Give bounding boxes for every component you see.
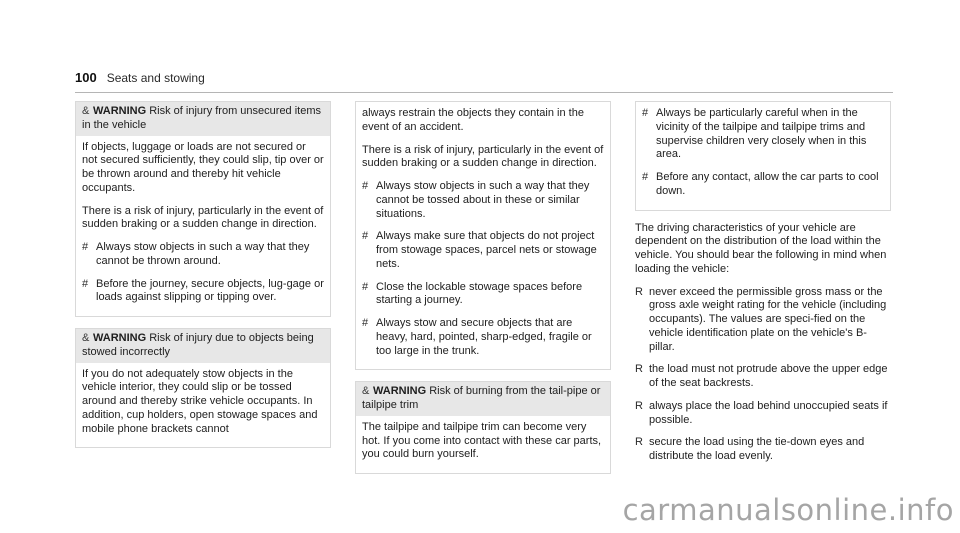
warning-header — [76, 102, 330, 136]
list-item-text: Always make sure that objects do not project from stowage spaces, parcel nets or stowage nets. — [376, 230, 597, 270]
round-bullet-icon: R — [635, 436, 643, 449]
list-item-text: secure the load using the tie-down eyes and distribute the load evenly. — [649, 436, 865, 462]
paragraph: always restrain the objects they contain in the event of an accident. — [362, 107, 584, 133]
warning-body — [76, 136, 330, 317]
warning-box-burning-tailpipe — [355, 381, 611, 474]
paragraph: The tailpipe and tailpipe trim can become very hot. If you come into contact with these car parts, you could burn yourself. — [362, 420, 602, 461]
round-bullet-icon: R — [635, 363, 643, 376]
warning-label: WARNING — [93, 332, 147, 344]
warning-title: Risk of injury from unsecured items in the vehicle — [82, 105, 322, 131]
list-item — [642, 171, 884, 199]
list-item-text: Always stow objects in such a way that they cannot be tossed about in these or similar situations. — [376, 180, 590, 220]
warning-title: Risk of burning from the tail-pipe or tailpipe trim — [362, 385, 601, 411]
warning-box-stowed-incorrectly — [75, 328, 331, 448]
list-item-text: Always be particularly careful when in the vicinity of the tailpipe and tailpipe trims and supervise children very closely when in this area. — [656, 107, 867, 161]
warning-body — [356, 416, 610, 473]
list-item — [642, 107, 884, 162]
list-item-text: Always stow objects in such a way that they cannot be thrown around. — [96, 241, 310, 267]
paragraph: If you do not adequately stow objects in the vehicle interior, they could slip or be tossed around and thereby strike vehicle occupants. In addition, cup holders, open stowage spaces and mobile phone brackets cannot — [82, 367, 318, 435]
warning-header — [76, 329, 330, 363]
list-item-text: the load must not protrude above the upper edge of the seat backrests. — [649, 363, 888, 389]
arrow-bullet-icon: # — [642, 171, 649, 183]
warning-continuation-box — [355, 101, 611, 370]
content-columns — [75, 101, 893, 485]
list-item — [362, 317, 604, 358]
list-item-text: Before the journey, secure objects, lug-gage or loads against slipping or tipping over. — [96, 277, 324, 304]
arrow-bullet-icon: # — [362, 317, 369, 329]
arrow-bullet-icon: # — [362, 180, 369, 192]
warning-icon: & — [362, 385, 370, 398]
round-bullet-icon: R — [635, 285, 643, 298]
arrow-bullet-icon: # — [642, 107, 649, 119]
list-item-text: Always stow and secure objects that are heavy, hard, pointed, sharp-edged, fragile or too large in the trunk. — [376, 317, 592, 357]
warning-label: WARNING — [93, 105, 147, 117]
watermark: carmanualsonline.info — [622, 493, 954, 527]
list-item — [635, 436, 891, 464]
warning-body — [76, 363, 330, 448]
list-item-text: Before any contact, allow the car parts to cool down. — [656, 171, 879, 197]
column-1 — [75, 101, 331, 485]
warning-header — [356, 382, 610, 416]
warning-title: Risk of injury due to objects being stowed incorrectly — [82, 332, 314, 358]
paragraph: If objects, luggage or loads are not secured or not secured sufficiently, they could slip, tip over or be thrown around and thereby hit vehicle occupants. — [82, 140, 324, 194]
warning-icon: & — [82, 332, 90, 344]
paragraph: The driving characteristics of your vehicle are dependent on the distribution of the load within the vehicle. You should bear the following in mind when loading the vehicle: — [635, 221, 887, 275]
arrow-bullet-icon: # — [82, 241, 89, 253]
list-item-text: always place the load behind unoccupied seats if possible. — [649, 399, 888, 426]
list-item — [82, 241, 324, 269]
section-title: Seats and stowing — [106, 71, 205, 85]
column-3 — [635, 101, 891, 485]
page-number: 100 — [75, 70, 97, 85]
warning-box-unsecured-items — [75, 101, 331, 317]
list-item — [362, 281, 604, 309]
list-item — [362, 180, 604, 221]
paragraph: There is a risk of injury, particularly in the event of sudden braking or a sudden change in direction. — [82, 204, 324, 231]
warning-continuation-box — [635, 101, 891, 211]
list-item — [82, 278, 324, 306]
column-2 — [355, 101, 611, 485]
list-item — [362, 230, 604, 271]
list-item-text: Close the lockable stowage spaces before starting a journey. — [376, 280, 583, 307]
arrow-bullet-icon: # — [362, 230, 369, 243]
round-bullet-icon: R — [635, 399, 643, 412]
arrow-bullet-icon: # — [362, 280, 369, 293]
arrow-bullet-icon: # — [82, 277, 89, 290]
warning-label: WARNING — [373, 385, 427, 398]
warning-icon: & — [82, 105, 90, 117]
paragraph: There is a risk of injury, particularly in the event of sudden braking or a sudden change in direction. — [362, 143, 604, 170]
list-item-text: never exceed the permissible gross mass or the gross axle weight rating for the vehicle (including occupants). The values are speci-fied on the vehicle identification plate on the vehicle's B-pillar. — [649, 285, 887, 353]
page-header — [75, 70, 893, 93]
list-item — [635, 363, 891, 391]
list-item — [635, 286, 891, 355]
list-item — [635, 400, 891, 428]
